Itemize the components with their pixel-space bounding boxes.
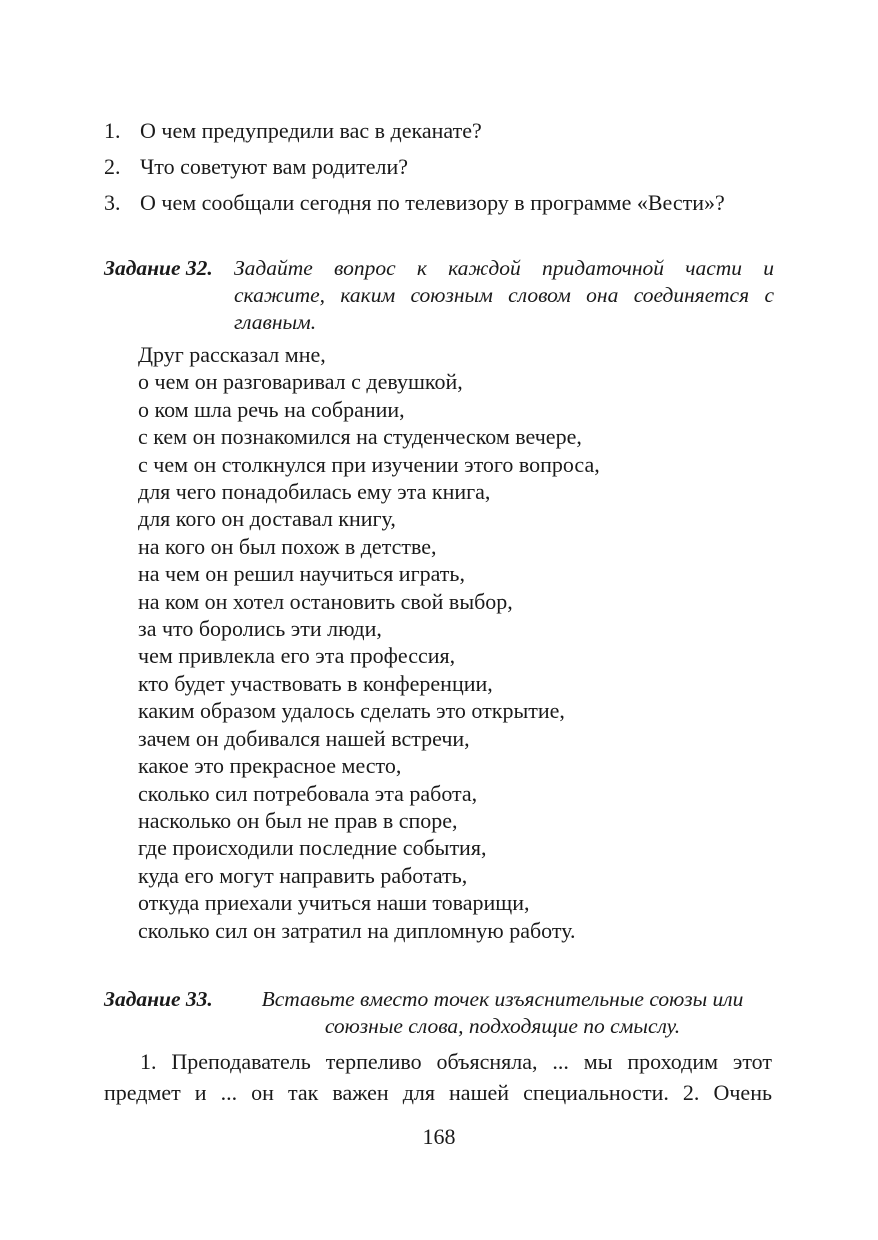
task-label: Задание 33. bbox=[104, 987, 213, 1011]
task-32-heading bbox=[104, 255, 774, 336]
sentence-line: каким образом удалось сделать это открытие, bbox=[138, 698, 565, 724]
sentence-line: с чем он столкнулся при изучении этого вопроса, bbox=[138, 451, 600, 477]
paragraph-line: предмет и ... он так важен для нашей специальности. 2. Очень bbox=[104, 1080, 772, 1105]
sentence-line: какое это прекрасное место, bbox=[138, 753, 402, 779]
item-number: 1. bbox=[104, 118, 121, 143]
numbered-question-list bbox=[104, 113, 784, 221]
task-instruction: Вставьте вместо точек изъяснительные союзы или союзные слова, подходящие по смыслу. bbox=[261, 987, 744, 1038]
sentence-line: на чем он решил научиться играть, bbox=[138, 561, 465, 587]
sentence-line: о ком шла речь на собрании, bbox=[138, 396, 405, 422]
sentence-line: о чем он разговаривал с девушкой, bbox=[138, 369, 463, 395]
sentence-line: куда его могут направить работать, bbox=[138, 862, 468, 888]
sentence-line: насколько он был не прав в споре, bbox=[138, 807, 458, 833]
sentence-line: откуда приехали учиться наши товарищи, bbox=[138, 890, 530, 916]
paragraph-line: 1. Преподаватель терпеливо объясняла, ... мы проходим этот bbox=[140, 1049, 772, 1074]
sentence-line: чем привлекла его эта профессия, bbox=[138, 643, 456, 669]
list-item bbox=[104, 113, 784, 149]
sentence-line: кто будет участвовать в конференции, bbox=[138, 670, 493, 696]
sentence-line: Друг рассказал мне, bbox=[138, 342, 326, 367]
sentence-line: для чего понадобилась ему эта книга, bbox=[138, 479, 491, 505]
list-item bbox=[104, 185, 784, 221]
sentence-line: с кем он познакомился на студенческом вечере, bbox=[138, 424, 582, 450]
list-item bbox=[104, 149, 784, 185]
sentence-line: на кого он был похож в детстве, bbox=[138, 533, 437, 559]
exercise-paragraph bbox=[104, 1046, 772, 1108]
item-number: 3. bbox=[104, 190, 121, 215]
item-text: Что советуют вам родители? bbox=[140, 154, 409, 179]
item-text: О чем сообщали сегодня по телевизору в программе «Вести»? bbox=[140, 190, 725, 215]
task-33-heading bbox=[104, 986, 774, 1040]
task-label: Задание 32. bbox=[104, 256, 213, 280]
sentence-list bbox=[138, 341, 600, 944]
sentence-line: на ком он хотел остановить свой выбор, bbox=[138, 588, 513, 614]
item-text: О чем предупредили вас в деканате? bbox=[140, 118, 482, 143]
sentence-line: за что боролись эти люди, bbox=[138, 616, 382, 642]
item-number: 2. bbox=[104, 154, 121, 179]
sentence-line: зачем он добивался нашей встречи, bbox=[138, 725, 470, 751]
sentence-line: сколько сил он затратил на дипломную работу. bbox=[138, 917, 576, 943]
sentence-line: где происходили последние события, bbox=[138, 835, 487, 861]
task-instruction: Задайте вопрос к каждой придаточной части и скажите, каким союзным словом она соединяется с главным. bbox=[234, 256, 774, 334]
page-number: 168 bbox=[422, 1124, 456, 1149]
sentence-line: сколько сил потребовала эта работа, bbox=[138, 780, 478, 806]
sentence-line: для кого он доставал книгу, bbox=[138, 506, 396, 532]
